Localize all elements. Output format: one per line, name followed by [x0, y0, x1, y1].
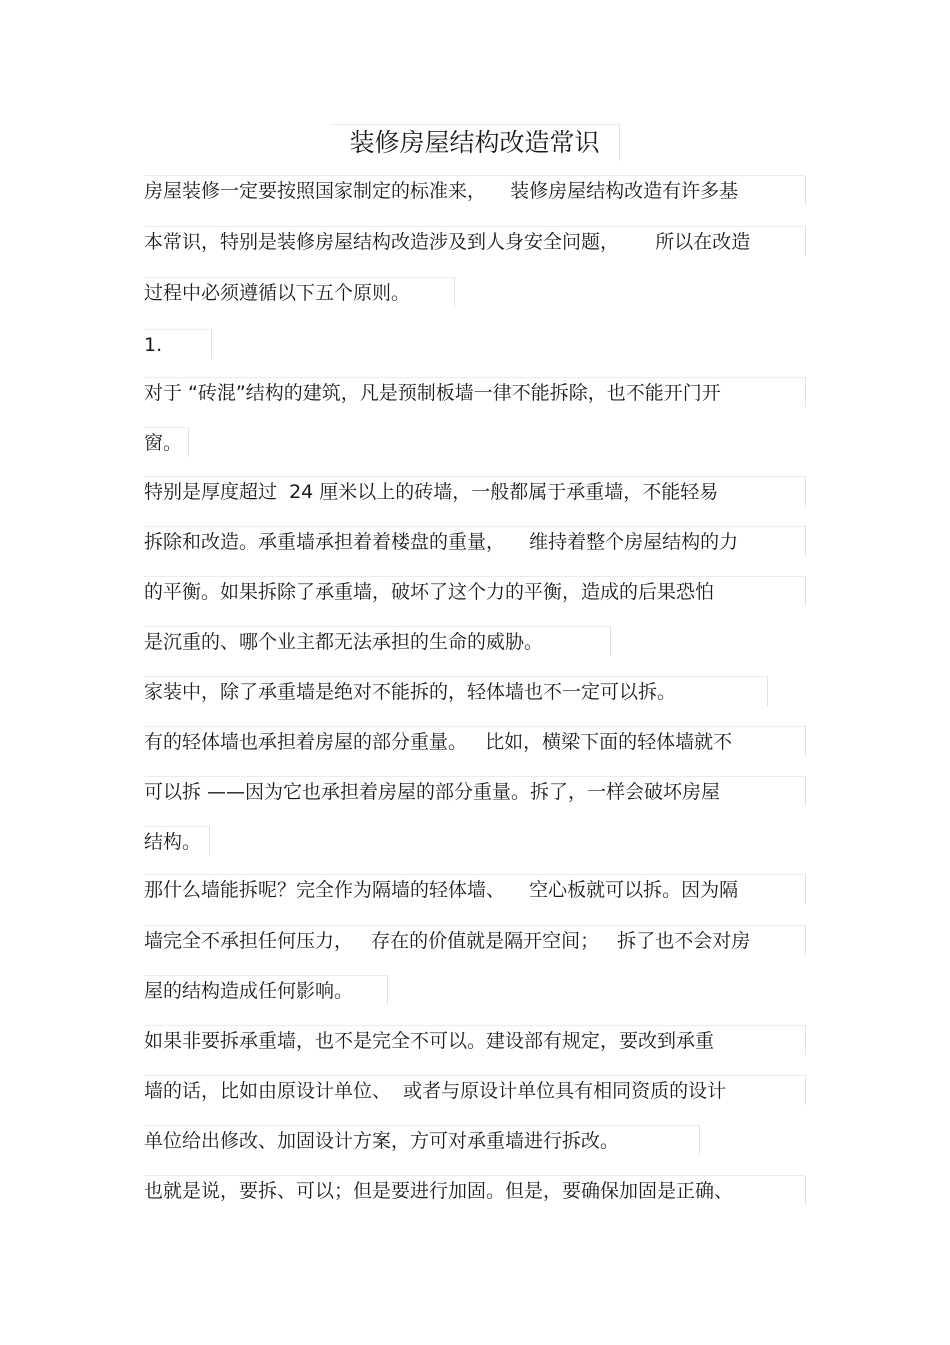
body-line: 可以拆 ——因为它也承担着房屋的部分重量。拆了，一样会破坏房屋	[144, 776, 806, 806]
body-line: 房屋装修一定要按照国家制定的标准来， 装修房屋结构改造有许多基	[144, 175, 806, 205]
body-line: 特别是厚度超过 24 厘米以上的砖墙，一般都属于承重墙，不能轻易	[144, 476, 806, 506]
body-line: 墙的话，比如由原设计单位、 或者与原设计单位具有相同资质的设计	[144, 1075, 806, 1105]
body-line: 屋的结构造成任何影响。	[144, 975, 388, 1005]
body-line: 也就是说，要拆、可以；但是要进行加固。但是，要确保加固是正确、	[144, 1175, 806, 1205]
body-line: 对于 “砖混”结构的建筑，凡是预制板墙一律不能拆除，也不能开门开	[144, 377, 806, 407]
body-line: 那什么墙能拆呢？完全作为隔墙的轻体墙、 空心板就可以拆。因为隔	[144, 874, 806, 904]
body-line: 结构。	[144, 826, 210, 856]
body-line: 有的轻体墙也承担着房屋的部分重量。 比如，横梁下面的轻体墙就不	[144, 726, 806, 756]
body-line: 过程中必须遵循以下五个原则。	[144, 277, 455, 307]
body-line: 本常识，特别是装修房屋结构改造涉及到人身安全问题， 所以在改造	[144, 226, 806, 256]
list-number: 1.	[144, 329, 212, 359]
body-line: 墙完全不承担任何压力， 存在的价值就是隔开空间； 拆了也不会对房	[144, 925, 806, 955]
page-title: 装修房屋结构改造常识	[330, 124, 620, 161]
body-line: 是沉重的、哪个业主都无法承担的生命的威胁。	[144, 626, 611, 656]
body-line: 家装中，除了承重墙是绝对不能拆的，轻体墙也不一定可以拆。	[144, 676, 768, 706]
body-line: 窗。	[144, 427, 189, 457]
body-line: 的平衡。如果拆除了承重墙，破坏了这个力的平衡，造成的后果恐怕	[144, 576, 806, 606]
body-line: 单位给出修改、加固设计方案，方可对承重墙进行拆改。	[144, 1125, 700, 1155]
body-line: 拆除和改造。承重墙承担着着楼盘的重量， 维持着整个房屋结构的力	[144, 526, 806, 556]
body-line: 如果非要拆承重墙，也不是完全不可以。建设部有规定，要改到承重	[144, 1025, 806, 1055]
